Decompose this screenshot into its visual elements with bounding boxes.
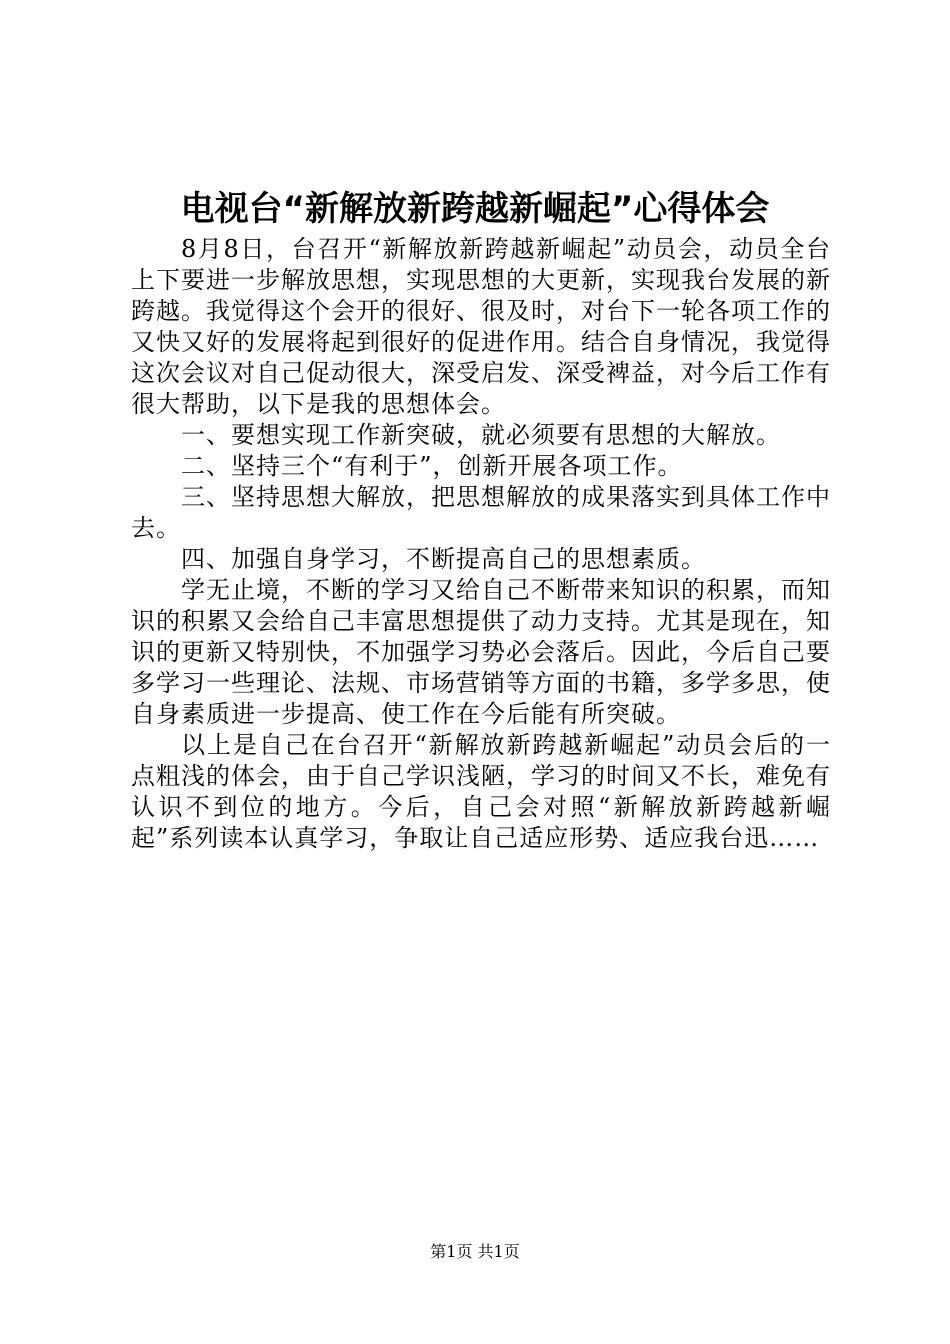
document-title: 电视台“新解放新跨越新崛起”心得体会 [180,189,770,229]
paragraph: 学无止境，不断的学习又给自己不断带来知识的积累，而知识的积累又会给自己丰富思想提供了动力支持。尤其是现在，知识的更新又特别快，不加强学习势必会落后。因此，今后自己要多学习一些理论、法规、市场营销等方面的书籍，多学多思，使自身素质进一步提高、使工作在今后能有所突破。 [131,576,831,728]
paragraph: 二、坚持三个“有利于”，创新开展各项工作。 [181,452,683,480]
paragraph: 以上是自己在台召开“新解放新跨越新崛起”动员会后的一点粗浅的体会，由于自己学识浅陋，学习的时间又不长，难免有认识不到位的地方。今后，自己会对照“新解放新跨越新崛起”系列读本认真学习，争取让自己适应形势、适应我台迅…… [131,731,831,852]
paragraph: 一、要想实现工作新突破，就必须要有思想的大解放。 [181,421,781,449]
paragraph: 三、坚持思想大解放，把思想解放的成果落实到具体工作中去。 [131,483,831,542]
paragraph: 8月8日，台召开“新解放新跨越新崛起”动员会，动员全台上下要进一步解放思想，实现思想的大更新，实现我台发展的新跨越。我觉得这个会开的很好、很及时，对台下一轮各项工作的又快又好的发展将起到很好的促进作用。结合自身情况，我觉得这次会议对自己促动很大，深受启发、深受裨益，对今后工作有很大帮助，以下是我的思想体会。 [131,235,831,418]
document-body [131,234,831,854]
paragraph: 四、加强自身学习，不断提高自己的思想素质。 [181,545,706,573]
page-number-footer: 第1页 共1页 [430,1242,520,1261]
